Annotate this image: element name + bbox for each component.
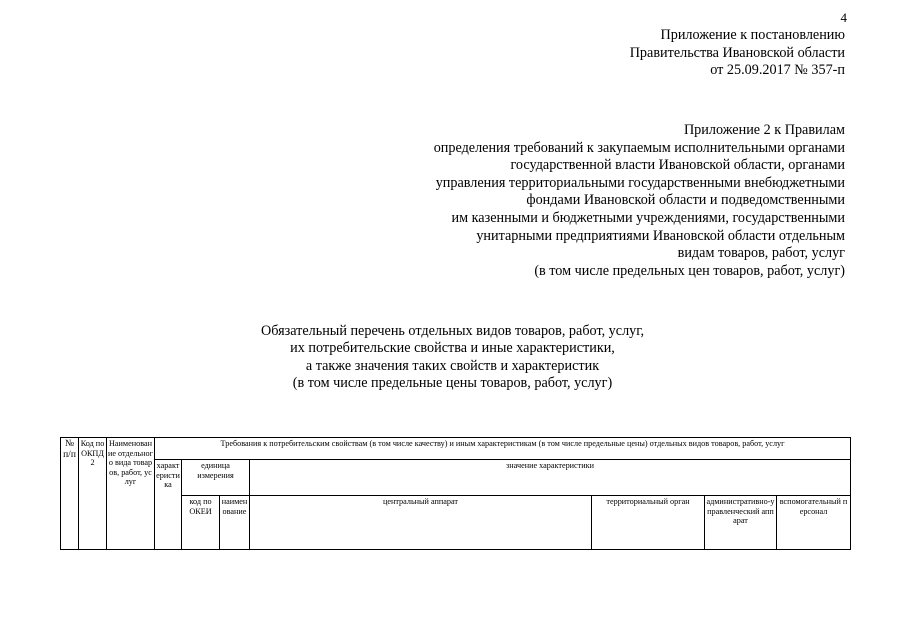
appendix-line: унитарными предприятиями Ивановской области отдельным bbox=[476, 227, 845, 244]
appendix-line: им казенными и бюджетными учреждениями, государственными bbox=[451, 209, 845, 226]
column-characteristic-value: значение характеристики bbox=[250, 460, 851, 496]
title-line: а также значения таких свойств и характеристик bbox=[305, 357, 600, 374]
appendix-line: государственной власти Ивановской области, органами bbox=[510, 157, 845, 174]
column-auxiliary-staff: вспомогательный персонал bbox=[777, 496, 851, 550]
column-characteristic: характеристика bbox=[155, 460, 182, 550]
column-requirements: Требования к потребительским свойствам (в том числе качеству) и иным характеристикам (в том числе предельные цены) отдельных видов товаров, работ, услуг bbox=[155, 438, 851, 460]
title-line: (в том числе предельные цены товаров, работ, услуг) bbox=[292, 375, 613, 392]
title-line: Обязательный перечень отдельных видов товаров, работ, услуг, bbox=[260, 323, 645, 339]
appendix-line: Приложение 2 к Правилам bbox=[683, 122, 845, 138]
appendix-line: Приложение к постановлению bbox=[660, 27, 845, 43]
column-item-name: Наименование отдельного вида товаров, работ, услуг bbox=[107, 438, 155, 550]
appendix-line: фондами Ивановской области и подведомственными bbox=[526, 192, 845, 209]
appendix-line: Правительства Ивановской области bbox=[629, 44, 845, 61]
page-number: 4 bbox=[840, 10, 847, 25]
column-number: № п/п bbox=[61, 438, 79, 550]
column-okpd2-code: Код по ОКПД2 bbox=[79, 438, 107, 550]
column-unit-of-measure: единица измерения bbox=[182, 460, 250, 496]
column-administrative-staff: административно-управленческий аппарат bbox=[705, 496, 777, 550]
appendix-reference bbox=[630, 27, 845, 80]
column-okei-code: код по ОКЕИ bbox=[182, 496, 220, 550]
appendix-line: от 25.09.2017 № 357-п bbox=[710, 62, 845, 79]
appendix-line: (в том числе предельных цен товаров, работ, услуг) bbox=[534, 262, 845, 279]
column-territorial-body: территориальный орган bbox=[592, 496, 705, 550]
rules-appendix-reference bbox=[434, 122, 845, 280]
document-title bbox=[0, 323, 905, 393]
appendix-line: видам товаров, работ, услуг bbox=[677, 245, 845, 262]
requirements-table bbox=[60, 437, 851, 550]
title-line: их потребительские свойства и иные характеристики, bbox=[290, 340, 615, 357]
appendix-line: управления территориальными государственными внебюджетными bbox=[435, 174, 845, 191]
appendix-line: определения требований к закупаемым исполнительными органами bbox=[433, 139, 845, 156]
column-unit-name: наименование bbox=[220, 496, 250, 550]
column-central-office: центральный аппарат bbox=[250, 496, 592, 550]
